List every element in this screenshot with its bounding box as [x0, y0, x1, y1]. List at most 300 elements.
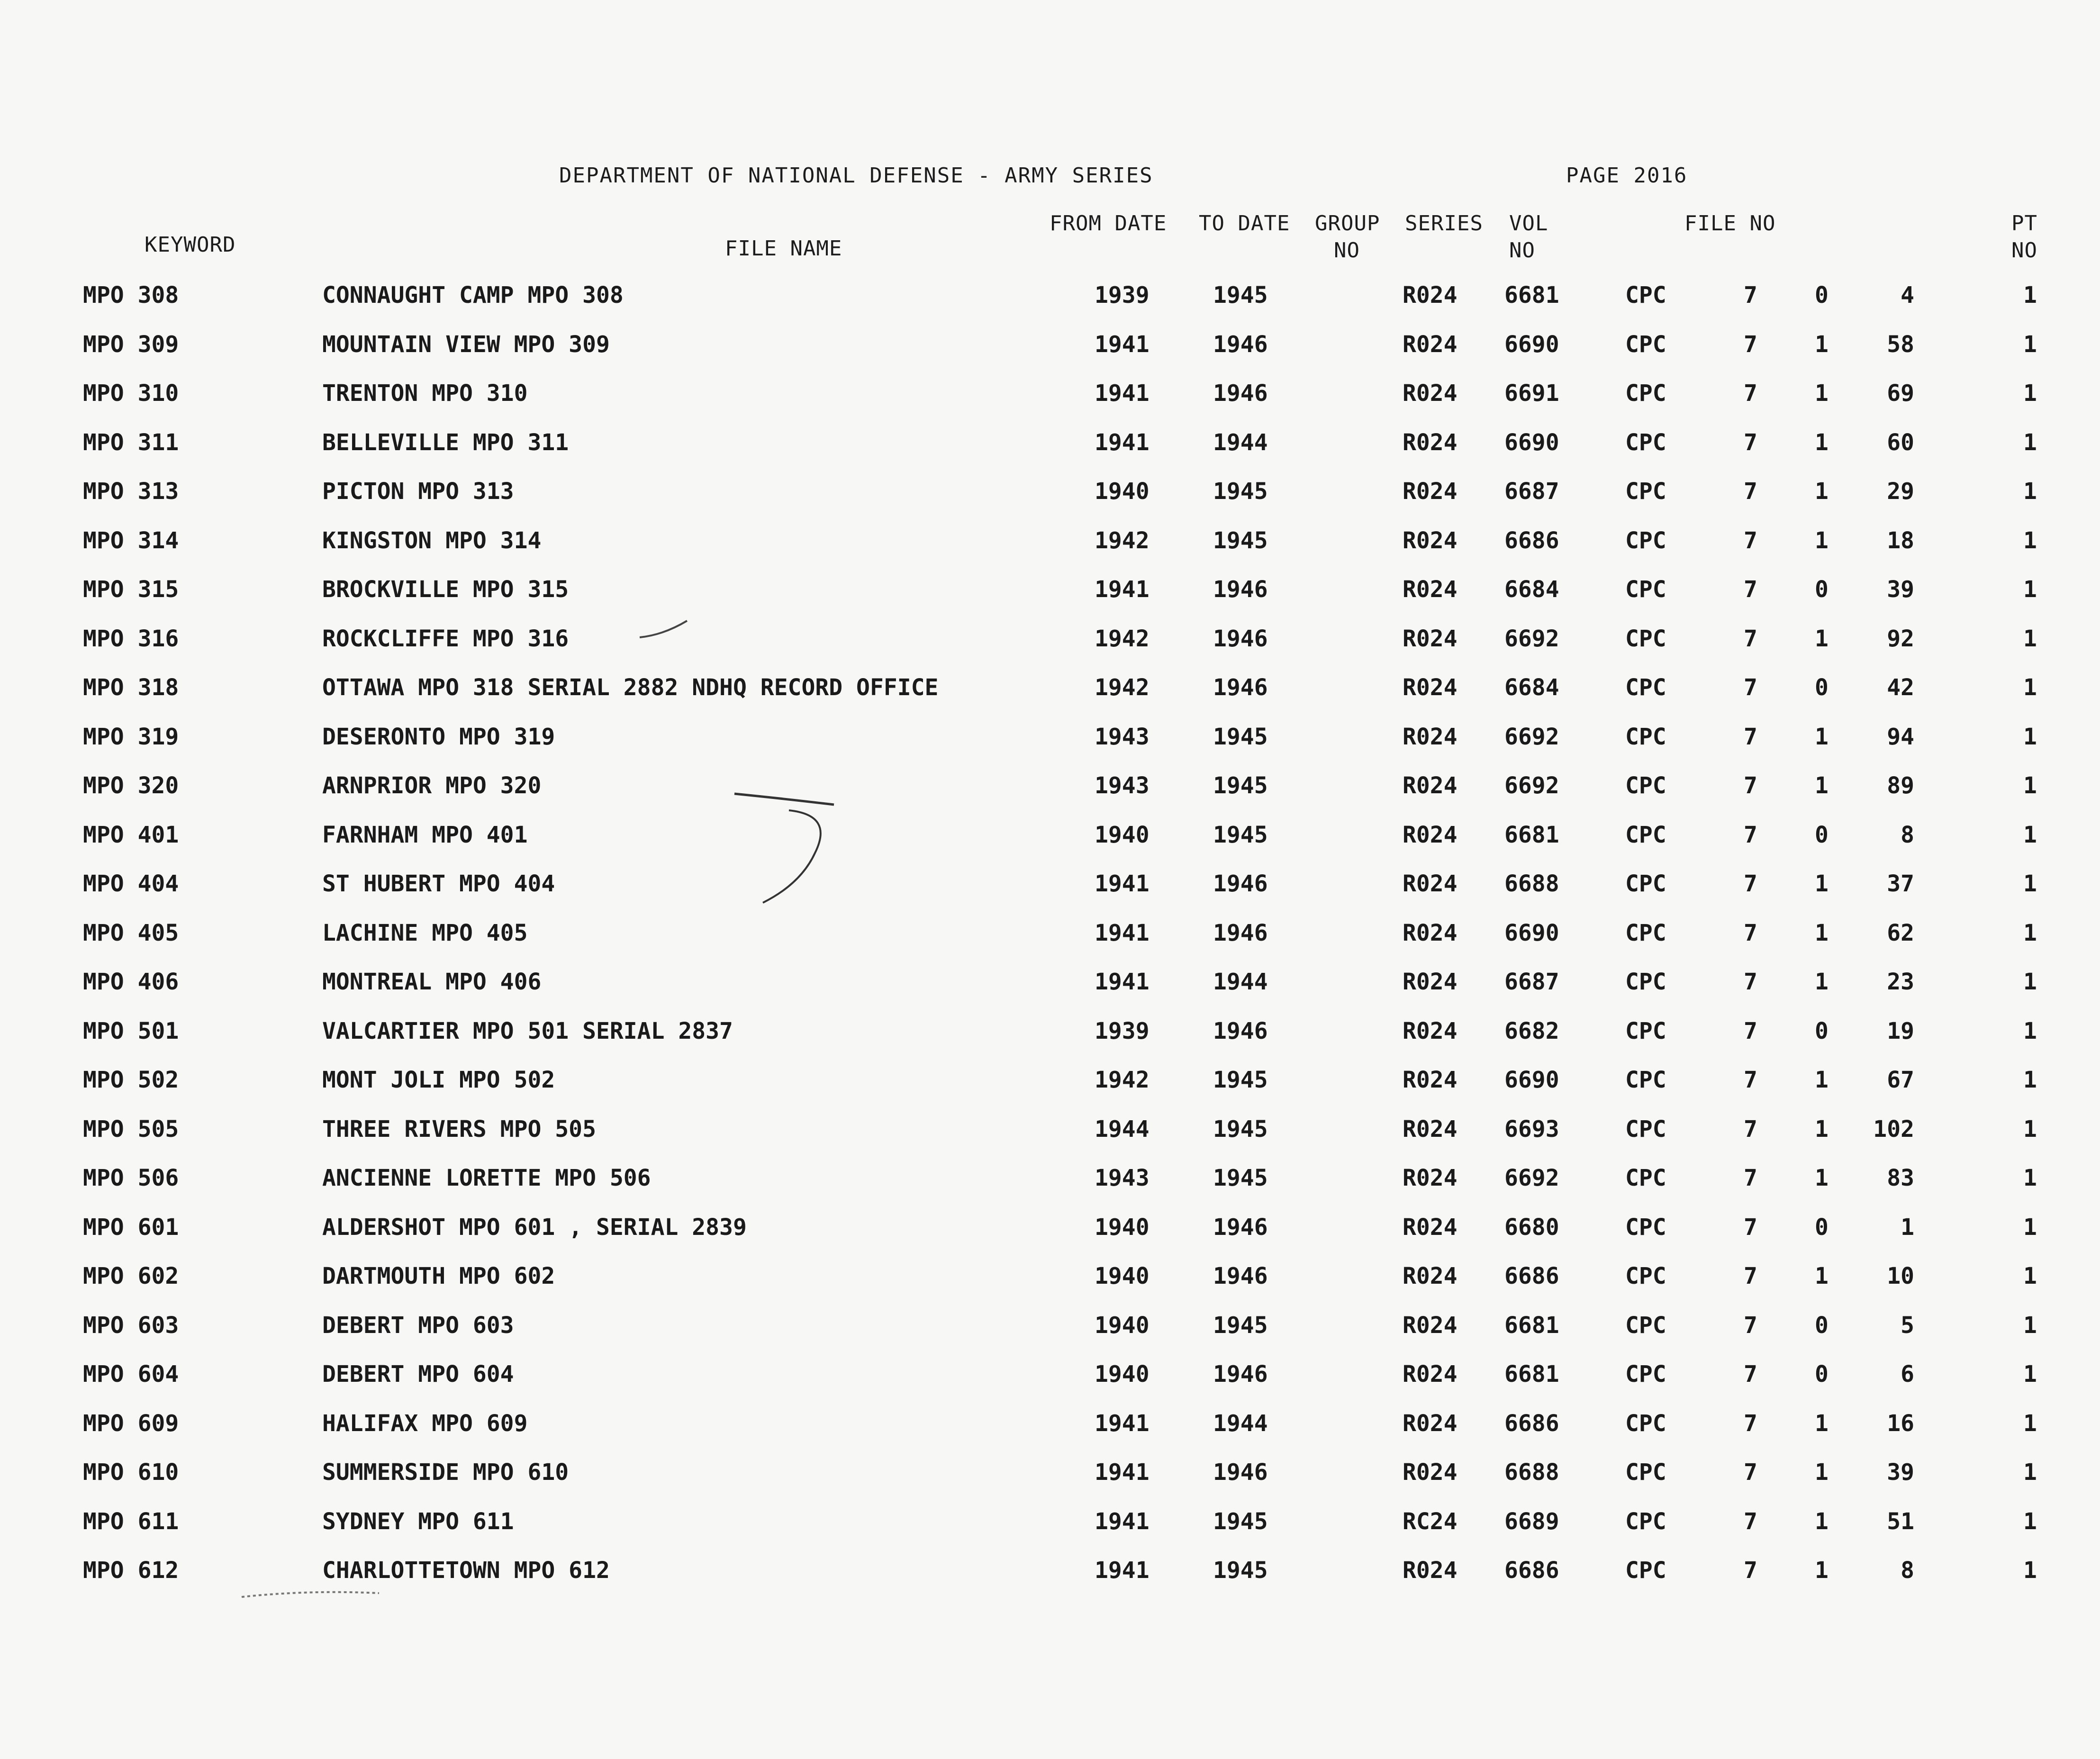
row-file-no-part2: 7: [1744, 674, 1757, 701]
table-row: [0, 1018, 2100, 1051]
row-file-no-part2: 7: [1744, 822, 1757, 848]
row-file-name: DARTMOUTH MPO 602: [322, 1263, 555, 1289]
row-file-no-part3: 1: [1815, 1067, 1828, 1093]
row-file-no-part4: 42: [1887, 674, 1914, 701]
row-series: R024: [1403, 674, 1457, 701]
header-group-no: NO: [1334, 238, 1360, 263]
table-row: [0, 380, 2100, 413]
row-file-no-prefix: CPC: [1625, 1067, 1666, 1093]
row-to-date: 1945: [1213, 1067, 1268, 1093]
row-file-no-prefix: CPC: [1625, 822, 1666, 848]
row-file-name: MOUNTAIN VIEW MPO 309: [322, 331, 610, 358]
row-series: R024: [1403, 331, 1457, 358]
row-file-no-part2: 7: [1744, 331, 1757, 358]
row-from-date: 1939: [1095, 1018, 1150, 1044]
row-pt-no: 1: [2023, 429, 2037, 456]
row-file-name: FARNHAM MPO 401: [322, 822, 528, 848]
row-vol-no: 6686: [1504, 1557, 1559, 1584]
row-vol-no: 6692: [1504, 772, 1559, 799]
row-file-no-part3: 0: [1815, 282, 1828, 308]
row-to-date: 1945: [1213, 527, 1268, 554]
row-keyword: MPO 319: [83, 724, 179, 750]
row-keyword: MPO 318: [83, 674, 179, 701]
row-vol-no: 6686: [1504, 527, 1559, 554]
row-to-date: 1945: [1213, 822, 1268, 848]
row-file-no-part2: 7: [1744, 1508, 1757, 1535]
row-file-name: ALDERSHOT MPO 601 , SERIAL 2839: [322, 1214, 747, 1241]
row-vol-no: 6689: [1504, 1508, 1559, 1535]
row-file-no-part4: 39: [1887, 576, 1914, 603]
table-row: [0, 870, 2100, 904]
row-file-no-part2: 7: [1744, 969, 1757, 995]
row-file-no-prefix: CPC: [1625, 1410, 1666, 1437]
row-file-no-part2: 7: [1744, 282, 1757, 308]
row-to-date: 1944: [1213, 429, 1268, 456]
row-file-no-part3: 0: [1815, 576, 1828, 603]
row-to-date: 1946: [1213, 920, 1268, 946]
row-keyword: MPO 405: [83, 920, 179, 946]
row-keyword: MPO 404: [83, 870, 179, 897]
table-row: [0, 920, 2100, 953]
row-pt-no: 1: [2023, 1508, 2037, 1535]
row-file-no-part2: 7: [1744, 1067, 1757, 1093]
row-file-no-part3: 1: [1815, 1263, 1828, 1289]
row-pt-no: 1: [2023, 1361, 2037, 1387]
row-file-name: DESERONTO MPO 319: [322, 724, 555, 750]
row-file-no-part2: 7: [1744, 920, 1757, 946]
row-file-no-prefix: CPC: [1625, 1116, 1666, 1142]
table-row: [0, 822, 2100, 855]
row-keyword: MPO 601: [83, 1214, 179, 1241]
row-keyword: MPO 502: [83, 1067, 179, 1093]
row-vol-no: 6687: [1504, 478, 1559, 505]
row-file-name: DEBERT MPO 603: [322, 1312, 514, 1339]
row-vol-no: 6687: [1504, 969, 1559, 995]
row-from-date: 1944: [1095, 1116, 1150, 1142]
row-pt-no: 1: [2023, 920, 2037, 946]
table-row: [0, 478, 2100, 511]
row-series: R024: [1403, 429, 1457, 456]
row-from-date: 1940: [1095, 1263, 1150, 1289]
row-file-no-part4: 6: [1901, 1361, 1914, 1387]
row-vol-no: 6682: [1504, 1018, 1559, 1044]
row-pt-no: 1: [2023, 1165, 2037, 1191]
table-row: [0, 1165, 2100, 1198]
row-file-no-part3: 1: [1815, 1410, 1828, 1437]
row-keyword: MPO 315: [83, 576, 179, 603]
row-vol-no: 6681: [1504, 1361, 1559, 1387]
row-keyword: MPO 506: [83, 1165, 179, 1191]
row-to-date: 1946: [1213, 1459, 1268, 1486]
row-file-no-prefix: CPC: [1625, 674, 1666, 701]
table-row: [0, 429, 2100, 462]
row-from-date: 1941: [1095, 380, 1150, 407]
row-file-no-part4: 94: [1887, 724, 1914, 750]
row-file-no-prefix: CPC: [1625, 772, 1666, 799]
row-to-date: 1945: [1213, 1508, 1268, 1535]
header-file-no: FILE NO: [1684, 211, 1776, 236]
header-keyword: KEYWORD: [145, 233, 236, 257]
row-file-name: MONT JOLI MPO 502: [322, 1067, 555, 1093]
row-pt-no: 1: [2023, 1067, 2037, 1093]
row-file-no-part3: 0: [1815, 674, 1828, 701]
row-file-name: PICTON MPO 313: [322, 478, 514, 505]
table-row: [0, 626, 2100, 659]
row-from-date: 1941: [1095, 331, 1150, 358]
table-row: [0, 576, 2100, 609]
row-to-date: 1945: [1213, 772, 1268, 799]
row-pt-no: 1: [2023, 1459, 2037, 1486]
row-file-no-part4: 69: [1887, 380, 1914, 407]
row-file-no-part2: 7: [1744, 478, 1757, 505]
row-pt-no: 1: [2023, 1214, 2037, 1241]
row-file-name: HALIFAX MPO 609: [322, 1410, 528, 1437]
row-file-no-prefix: CPC: [1625, 1312, 1666, 1339]
row-vol-no: 6693: [1504, 1116, 1559, 1142]
table-row: [0, 1263, 2100, 1296]
row-file-no-part2: 7: [1744, 1214, 1757, 1241]
row-file-no-part4: 18: [1887, 527, 1914, 554]
row-file-no-part4: 29: [1887, 478, 1914, 505]
table-row: [0, 527, 2100, 561]
row-keyword: MPO 308: [83, 282, 179, 308]
row-to-date: 1944: [1213, 969, 1268, 995]
row-file-no-prefix: CPC: [1625, 870, 1666, 897]
row-pt-no: 1: [2023, 1410, 2037, 1437]
row-from-date: 1942: [1095, 527, 1150, 554]
row-file-no-part4: 5: [1901, 1312, 1914, 1339]
row-file-name: THREE RIVERS MPO 505: [322, 1116, 596, 1142]
row-series: R024: [1403, 478, 1457, 505]
row-vol-no: 6692: [1504, 724, 1559, 750]
row-pt-no: 1: [2023, 1116, 2037, 1142]
row-file-no-prefix: CPC: [1625, 724, 1666, 750]
row-to-date: 1946: [1213, 1263, 1268, 1289]
row-file-no-prefix: CPC: [1625, 1018, 1666, 1044]
row-series: R024: [1403, 1263, 1457, 1289]
row-file-name: KINGSTON MPO 314: [322, 527, 542, 554]
row-keyword: MPO 604: [83, 1361, 179, 1387]
row-file-no-part4: 19: [1887, 1018, 1914, 1044]
row-file-no-part4: 8: [1901, 822, 1914, 848]
row-vol-no: 6686: [1504, 1263, 1559, 1289]
row-vol-no: 6681: [1504, 822, 1559, 848]
row-file-no-part4: 58: [1887, 331, 1914, 358]
row-series: R024: [1403, 1410, 1457, 1437]
header-to-date: TO DATE: [1199, 211, 1290, 236]
row-series: R024: [1403, 724, 1457, 750]
table-row: [0, 724, 2100, 757]
row-series: R024: [1403, 282, 1457, 308]
row-vol-no: 6686: [1504, 1410, 1559, 1437]
row-pt-no: 1: [2023, 674, 2037, 701]
row-to-date: 1945: [1213, 724, 1268, 750]
row-pt-no: 1: [2023, 772, 2037, 799]
row-file-no-part3: 0: [1815, 1361, 1828, 1387]
row-keyword: MPO 611: [83, 1508, 179, 1535]
row-series: R024: [1403, 772, 1457, 799]
row-file-no-prefix: CPC: [1625, 380, 1666, 407]
row-series: R024: [1403, 1116, 1457, 1142]
row-from-date: 1941: [1095, 1410, 1150, 1437]
row-pt-no: 1: [2023, 1312, 2037, 1339]
row-keyword: MPO 309: [83, 331, 179, 358]
row-file-no-part3: 1: [1815, 527, 1828, 554]
table-row: [0, 282, 2100, 315]
row-vol-no: 6688: [1504, 1459, 1559, 1486]
row-from-date: 1940: [1095, 1312, 1150, 1339]
row-series: R024: [1403, 1557, 1457, 1584]
row-file-no-part3: 0: [1815, 1214, 1828, 1241]
row-file-no-prefix: CPC: [1625, 1459, 1666, 1486]
row-to-date: 1946: [1213, 870, 1268, 897]
row-file-no-prefix: CPC: [1625, 1165, 1666, 1191]
row-file-no-part4: 16: [1887, 1410, 1914, 1437]
row-file-no-part2: 7: [1744, 1165, 1757, 1191]
row-series: R024: [1403, 969, 1457, 995]
row-file-no-part2: 7: [1744, 1459, 1757, 1486]
row-keyword: MPO 612: [83, 1557, 179, 1584]
row-file-no-part4: 8: [1901, 1557, 1914, 1584]
row-series: R024: [1403, 380, 1457, 407]
row-to-date: 1945: [1213, 1165, 1268, 1191]
row-pt-no: 1: [2023, 626, 2037, 652]
row-file-name: OTTAWA MPO 318 SERIAL 2882 NDHQ RECORD OFFICE: [322, 674, 939, 701]
row-to-date: 1946: [1213, 1214, 1268, 1241]
row-vol-no: 6680: [1504, 1214, 1559, 1241]
row-file-no-part3: 1: [1815, 772, 1828, 799]
row-file-no-part3: 1: [1815, 1508, 1828, 1535]
row-from-date: 1941: [1095, 1557, 1150, 1584]
row-keyword: MPO 314: [83, 527, 179, 554]
row-from-date: 1943: [1095, 724, 1150, 750]
row-vol-no: 6688: [1504, 870, 1559, 897]
row-file-no-prefix: CPC: [1625, 331, 1666, 358]
row-file-no-part2: 7: [1744, 527, 1757, 554]
row-series: R024: [1403, 822, 1457, 848]
row-to-date: 1945: [1213, 1116, 1268, 1142]
row-series: R024: [1403, 576, 1457, 603]
row-file-no-part2: 7: [1744, 380, 1757, 407]
row-file-name: BROCKVILLE MPO 315: [322, 576, 569, 603]
row-file-no-part4: 37: [1887, 870, 1914, 897]
row-file-no-part4: 39: [1887, 1459, 1914, 1486]
row-vol-no: 6690: [1504, 331, 1559, 358]
row-file-no-part4: 67: [1887, 1067, 1914, 1093]
header-vol-no: NO: [1509, 238, 1535, 263]
row-file-name: TRENTON MPO 310: [322, 380, 528, 407]
row-keyword: MPO 310: [83, 380, 179, 407]
pen-stroke-underline: [242, 1592, 379, 1597]
row-keyword: MPO 505: [83, 1116, 179, 1142]
row-file-no-part2: 7: [1744, 1263, 1757, 1289]
row-pt-no: 1: [2023, 380, 2037, 407]
row-file-name: SUMMERSIDE MPO 610: [322, 1459, 569, 1486]
row-file-no-part2: 7: [1744, 1018, 1757, 1044]
row-file-no-prefix: CPC: [1625, 1508, 1666, 1535]
table-row: [0, 772, 2100, 806]
row-file-no-part3: 1: [1815, 1459, 1828, 1486]
row-file-no-part2: 7: [1744, 1557, 1757, 1584]
row-file-no-part2: 7: [1744, 1116, 1757, 1142]
row-from-date: 1941: [1095, 1508, 1150, 1535]
row-to-date: 1946: [1213, 576, 1268, 603]
row-file-no-part3: 1: [1815, 331, 1828, 358]
row-pt-no: 1: [2023, 724, 2037, 750]
table-row: [0, 1557, 2100, 1590]
row-file-no-part2: 7: [1744, 626, 1757, 652]
row-file-no-part3: 1: [1815, 969, 1828, 995]
row-file-no-part3: 1: [1815, 478, 1828, 505]
row-file-no-part4: 102: [1873, 1116, 1914, 1142]
row-from-date: 1940: [1095, 1361, 1150, 1387]
row-to-date: 1944: [1213, 1410, 1268, 1437]
row-from-date: 1941: [1095, 969, 1150, 995]
row-file-name: CONNAUGHT CAMP MPO 308: [322, 282, 624, 308]
row-pt-no: 1: [2023, 576, 2037, 603]
row-file-no-part3: 1: [1815, 724, 1828, 750]
row-vol-no: 6690: [1504, 429, 1559, 456]
row-to-date: 1945: [1213, 282, 1268, 308]
table-row: [0, 331, 2100, 364]
row-keyword: MPO 320: [83, 772, 179, 799]
row-file-no-part4: 89: [1887, 772, 1914, 799]
row-series: R024: [1403, 1312, 1457, 1339]
row-from-date: 1941: [1095, 429, 1150, 456]
row-file-no-prefix: CPC: [1625, 576, 1666, 603]
row-series: R024: [1403, 1361, 1457, 1387]
row-series: R024: [1403, 527, 1457, 554]
document-title: DEPARTMENT OF NATIONAL DEFENSE - ARMY SERIES: [559, 163, 1153, 188]
row-file-no-part2: 7: [1744, 1312, 1757, 1339]
row-vol-no: 6684: [1504, 674, 1559, 701]
row-file-no-part2: 7: [1744, 724, 1757, 750]
row-file-no-part4: 51: [1887, 1508, 1914, 1535]
row-to-date: 1946: [1213, 626, 1268, 652]
row-file-no-part3: 1: [1815, 626, 1828, 652]
row-file-no-prefix: CPC: [1625, 626, 1666, 652]
row-vol-no: 6692: [1504, 626, 1559, 652]
row-file-no-part3: 1: [1815, 920, 1828, 946]
table-row: [0, 674, 2100, 707]
row-from-date: 1940: [1095, 1214, 1150, 1241]
row-file-name: VALCARTIER MPO 501 SERIAL 2837: [322, 1018, 733, 1044]
table-row: [0, 1459, 2100, 1492]
row-vol-no: 6681: [1504, 282, 1559, 308]
table-row: [0, 1067, 2100, 1100]
row-from-date: 1942: [1095, 1067, 1150, 1093]
row-file-name: ANCIENNE LORETTE MPO 506: [322, 1165, 651, 1191]
row-from-date: 1941: [1095, 870, 1150, 897]
row-to-date: 1946: [1213, 380, 1268, 407]
row-vol-no: 6692: [1504, 1165, 1559, 1191]
row-file-no-part2: 7: [1744, 870, 1757, 897]
row-pt-no: 1: [2023, 282, 2037, 308]
header-from-date: FROM DATE: [1050, 211, 1167, 236]
row-keyword: MPO 610: [83, 1459, 179, 1486]
table-row: [0, 1116, 2100, 1149]
row-pt-no: 1: [2023, 822, 2037, 848]
row-vol-no: 6691: [1504, 380, 1559, 407]
header-group: GROUP: [1315, 211, 1380, 236]
row-vol-no: 6681: [1504, 1312, 1559, 1339]
row-file-no-part4: 4: [1901, 282, 1914, 308]
header-pt: PT: [2011, 211, 2037, 236]
row-file-no-part2: 7: [1744, 1361, 1757, 1387]
row-to-date: 1945: [1213, 1312, 1268, 1339]
table-row: [0, 969, 2100, 1002]
row-file-no-part4: 10: [1887, 1263, 1914, 1289]
row-file-name: LACHINE MPO 405: [322, 920, 528, 946]
row-file-no-part4: 83: [1887, 1165, 1914, 1191]
row-file-no-part3: 1: [1815, 870, 1828, 897]
row-file-no-prefix: CPC: [1625, 478, 1666, 505]
row-file-no-prefix: CPC: [1625, 969, 1666, 995]
row-from-date: 1942: [1095, 626, 1150, 652]
row-file-no-part3: 1: [1815, 1557, 1828, 1584]
table-row: [0, 1410, 2100, 1443]
row-file-no-prefix: CPC: [1625, 920, 1666, 946]
header-vol: VOL: [1509, 211, 1548, 236]
row-series: RC24: [1403, 1508, 1457, 1535]
row-from-date: 1943: [1095, 1165, 1150, 1191]
row-file-name: SYDNEY MPO 611: [322, 1508, 514, 1535]
row-series: R024: [1403, 1018, 1457, 1044]
row-pt-no: 1: [2023, 478, 2037, 505]
header-pt-no: NO: [2011, 238, 2037, 263]
row-from-date: 1941: [1095, 576, 1150, 603]
row-keyword: MPO 401: [83, 822, 179, 848]
row-pt-no: 1: [2023, 1018, 2037, 1044]
row-file-no-part2: 7: [1744, 1410, 1757, 1437]
row-keyword: MPO 311: [83, 429, 179, 456]
row-file-no-part2: 7: [1744, 772, 1757, 799]
row-file-no-prefix: CPC: [1625, 429, 1666, 456]
row-file-no-part3: 1: [1815, 1116, 1828, 1142]
row-vol-no: 6684: [1504, 576, 1559, 603]
row-file-no-prefix: CPC: [1625, 282, 1666, 308]
row-vol-no: 6690: [1504, 920, 1559, 946]
row-from-date: 1941: [1095, 920, 1150, 946]
row-to-date: 1946: [1213, 1361, 1268, 1387]
table-row: [0, 1214, 2100, 1247]
row-keyword: MPO 316: [83, 626, 179, 652]
row-series: R024: [1403, 1214, 1457, 1241]
row-to-date: 1946: [1213, 1018, 1268, 1044]
row-file-no-prefix: CPC: [1625, 1557, 1666, 1584]
row-file-no-part3: 1: [1815, 380, 1828, 407]
row-pt-no: 1: [2023, 331, 2037, 358]
row-pt-no: 1: [2023, 870, 2037, 897]
row-from-date: 1940: [1095, 478, 1150, 505]
row-file-no-part3: 1: [1815, 429, 1828, 456]
row-file-name: MONTREAL MPO 406: [322, 969, 542, 995]
row-keyword: MPO 603: [83, 1312, 179, 1339]
row-pt-no: 1: [2023, 969, 2037, 995]
row-file-no-part3: 1: [1815, 1165, 1828, 1191]
row-file-name: DEBERT MPO 604: [322, 1361, 514, 1387]
row-file-no-part3: 0: [1815, 822, 1828, 848]
row-to-date: 1946: [1213, 674, 1268, 701]
row-file-no-prefix: CPC: [1625, 1214, 1666, 1241]
row-file-no-prefix: CPC: [1625, 527, 1666, 554]
row-file-name: BELLEVILLE MPO 311: [322, 429, 569, 456]
row-file-no-part4: 92: [1887, 626, 1914, 652]
row-series: R024: [1403, 870, 1457, 897]
row-from-date: 1943: [1095, 772, 1150, 799]
row-from-date: 1941: [1095, 1459, 1150, 1486]
row-keyword: MPO 602: [83, 1263, 179, 1289]
